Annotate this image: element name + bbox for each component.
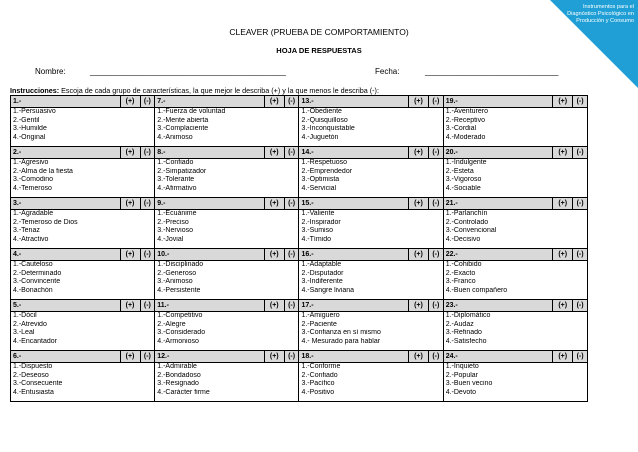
group-items bbox=[11, 363, 155, 402]
trait-item: 2.-Atrevido bbox=[13, 320, 47, 328]
plus-choice-cell[interactable]: (+) bbox=[408, 198, 428, 210]
plus-choice-cell[interactable]: (+) bbox=[553, 96, 573, 108]
trait-item: 4.-Buen compañero bbox=[445, 286, 508, 294]
group-items bbox=[443, 108, 587, 147]
trait-item: 1.-Disciplinado bbox=[157, 261, 204, 268]
minus-choice-cell[interactable]: (-) bbox=[140, 147, 155, 159]
trait-item: 1.-Parlanchín bbox=[445, 210, 488, 217]
group-number: 12.- bbox=[155, 351, 265, 363]
page-title: CLEAVER (PRUEBA DE COMPORTAMIENTO) bbox=[229, 27, 409, 37]
group-header-row bbox=[11, 147, 588, 159]
answer-grid bbox=[10, 95, 588, 402]
plus-choice-cell[interactable]: (+) bbox=[120, 96, 140, 108]
trait-item: 2.-Emprendedor bbox=[301, 167, 353, 175]
trait-item: 2.-Mente abierta bbox=[157, 116, 209, 124]
plus-choice-cell[interactable]: (+) bbox=[264, 351, 284, 363]
trait-item: 2.-Disputador bbox=[301, 269, 344, 277]
trait-item: 1.-Respetuoso bbox=[301, 159, 347, 166]
minus-choice-cell[interactable]: (-) bbox=[428, 147, 443, 159]
trait-item: 1.-Cauteloso bbox=[13, 261, 53, 268]
minus-choice-cell[interactable]: (-) bbox=[573, 96, 588, 108]
trait-item: 4.-Sociable bbox=[445, 184, 481, 192]
group-items bbox=[155, 363, 299, 402]
trait-item: 2.-Confiado bbox=[301, 371, 338, 379]
trait-item: 4.-Moderado bbox=[445, 133, 486, 141]
plus-choice-cell[interactable]: (+) bbox=[264, 147, 284, 159]
trait-item: 1.-Diplomático bbox=[445, 312, 491, 319]
group-items bbox=[11, 312, 155, 351]
trait-item: 1.-Dispuesto bbox=[13, 363, 53, 370]
trait-item: 3.-Considerado bbox=[157, 329, 206, 336]
trait-item: 2.-Alma de la fiesta bbox=[13, 167, 73, 175]
trait-item: 3.-Buen vecino bbox=[445, 380, 493, 387]
fecha-label: Fecha: bbox=[375, 67, 400, 76]
minus-choice-cell[interactable]: (-) bbox=[428, 351, 443, 363]
minus-choice-cell[interactable]: (-) bbox=[140, 351, 155, 363]
trait-item: 4.-Entusiasta bbox=[13, 388, 54, 396]
trait-item: 1.-Amiguero bbox=[301, 312, 340, 319]
trait-item: 2.-Popular bbox=[445, 371, 478, 379]
trait-item: 4.-Servicial bbox=[301, 184, 337, 192]
minus-choice-cell[interactable]: (-) bbox=[428, 96, 443, 108]
group-items-row bbox=[11, 312, 588, 351]
minus-choice-cell[interactable]: (-) bbox=[573, 351, 588, 363]
group-items bbox=[443, 210, 587, 249]
trait-item: 4.-Sangre liviana bbox=[301, 286, 354, 294]
trait-item: 4.-Jovial bbox=[157, 235, 184, 243]
trait-item: 3.-Franco bbox=[445, 278, 476, 285]
group-number: 19.- bbox=[443, 96, 553, 108]
plus-choice-cell[interactable]: (+) bbox=[264, 249, 284, 261]
group-items bbox=[155, 312, 299, 351]
trait-item: 3.-Comodino bbox=[13, 176, 54, 183]
group-number: 17.- bbox=[299, 300, 409, 312]
group-number: 18.- bbox=[299, 351, 409, 363]
group-number: 14.- bbox=[299, 147, 409, 159]
trait-item: 2.-Gentil bbox=[13, 116, 40, 124]
trait-item: 4.-Tímido bbox=[301, 235, 332, 243]
trait-item: 1.-Indulgente bbox=[445, 159, 487, 166]
trait-item: 1.-Fuerza de voluntad bbox=[157, 108, 226, 115]
nombre-field[interactable]: ____________________________________________ bbox=[90, 67, 286, 76]
minus-choice-cell[interactable]: (-) bbox=[573, 249, 588, 261]
group-number: 3.- bbox=[11, 198, 121, 210]
group-items bbox=[11, 108, 155, 147]
trait-item: 2.-Paciente bbox=[301, 320, 337, 328]
trait-item: 2.-Exacto bbox=[445, 269, 476, 277]
trait-item: 1.-Obediente bbox=[301, 108, 342, 115]
minus-choice-cell[interactable]: (-) bbox=[284, 351, 299, 363]
plus-choice-cell[interactable]: (+) bbox=[408, 147, 428, 159]
trait-item: 3.-Inconquistable bbox=[301, 125, 355, 132]
minus-choice-cell[interactable]: (-) bbox=[284, 96, 299, 108]
group-number: 8.- bbox=[155, 147, 265, 159]
trait-item: 4.-Devoto bbox=[445, 388, 477, 396]
trait-item: 3.-Indiferente bbox=[301, 278, 343, 285]
trait-item: 3.-Pacífico bbox=[301, 380, 335, 387]
trait-item: 1.-Inquieto bbox=[445, 363, 479, 370]
group-header-row bbox=[11, 96, 588, 108]
group-items bbox=[299, 312, 443, 351]
fecha-field[interactable]: ______________________________ bbox=[425, 67, 559, 76]
trait-item: 2.-Determinado bbox=[13, 269, 62, 277]
plus-choice-cell[interactable]: (+) bbox=[120, 249, 140, 261]
plus-choice-cell[interactable]: (+) bbox=[120, 351, 140, 363]
trait-item: 3.-Confianza en sí mismo bbox=[301, 329, 381, 336]
group-items-row bbox=[11, 108, 588, 147]
group-number: 13.- bbox=[299, 96, 409, 108]
trait-item: 2.-Simpatizador bbox=[157, 167, 207, 175]
trait-item: 4.-Juguetón bbox=[301, 133, 339, 141]
group-items bbox=[155, 210, 299, 249]
group-items-row bbox=[11, 210, 588, 249]
group-items bbox=[155, 159, 299, 198]
trait-item: 3.-Refinado bbox=[445, 329, 482, 336]
group-number: 10.- bbox=[155, 249, 265, 261]
group-number: 11.- bbox=[155, 300, 265, 312]
plus-choice-cell[interactable]: (+) bbox=[264, 198, 284, 210]
group-items bbox=[443, 159, 587, 198]
trait-item: 4.-Bonachón bbox=[13, 286, 53, 294]
trait-item: 3.-Nervioso bbox=[157, 227, 194, 234]
instructions bbox=[10, 86, 379, 95]
trait-item: 1.-Ecuánime bbox=[157, 210, 197, 217]
group-number: 21.- bbox=[443, 198, 553, 210]
trait-item: 1.-Cohibido bbox=[445, 261, 482, 268]
trait-item: 1.-Confiado bbox=[157, 159, 194, 166]
plus-choice-cell[interactable]: (+) bbox=[264, 300, 284, 312]
group-number: 24.- bbox=[443, 351, 553, 363]
trait-item: 2.-Inspirador bbox=[301, 218, 341, 226]
group-items-row bbox=[11, 159, 588, 198]
trait-item: 2.-Audaz bbox=[445, 320, 474, 328]
trait-item: 3.-Animoso bbox=[157, 278, 193, 285]
minus-choice-cell[interactable]: (-) bbox=[573, 300, 588, 312]
minus-choice-cell[interactable]: (-) bbox=[140, 249, 155, 261]
plus-choice-cell[interactable]: (+) bbox=[408, 351, 428, 363]
trait-item: 1.-Dócil bbox=[13, 312, 37, 319]
group-number: 4.- bbox=[11, 249, 121, 261]
trait-item: 1.-Valiente bbox=[301, 210, 335, 217]
group-items-row bbox=[11, 261, 588, 300]
group-number: 9.- bbox=[155, 198, 265, 210]
minus-choice-cell[interactable]: (-) bbox=[284, 147, 299, 159]
plus-choice-cell[interactable]: (+) bbox=[553, 147, 573, 159]
trait-item: 3.-Optimista bbox=[301, 176, 340, 183]
trait-item: 1.-Competitivo bbox=[157, 312, 203, 319]
minus-choice-cell[interactable]: (-) bbox=[284, 198, 299, 210]
group-items bbox=[11, 261, 155, 300]
plus-choice-cell[interactable]: (+) bbox=[408, 300, 428, 312]
group-items bbox=[443, 363, 587, 402]
group-items bbox=[155, 261, 299, 300]
minus-choice-cell[interactable]: (-) bbox=[428, 300, 443, 312]
group-items bbox=[299, 108, 443, 147]
group-number: 7.- bbox=[155, 96, 265, 108]
trait-item: 4.-Animoso bbox=[157, 133, 193, 141]
trait-item: 4.-Carácter firme bbox=[157, 388, 210, 396]
trait-item: 4.-Armonioso bbox=[157, 337, 199, 345]
trait-item: 3.-Resignado bbox=[157, 380, 199, 387]
group-items bbox=[155, 108, 299, 147]
trait-item: 3.-Leal bbox=[13, 329, 35, 336]
plus-choice-cell[interactable]: (+) bbox=[120, 198, 140, 210]
trait-item: 1.-Aventurero bbox=[445, 108, 488, 115]
group-items bbox=[299, 159, 443, 198]
trait-item: 3.-Complaciente bbox=[157, 125, 209, 132]
instructions-text: Escoja de cada grupo de características, la que mejor le describa (+) y la que menos le describa (-): bbox=[59, 86, 379, 95]
group-number: 23.- bbox=[443, 300, 553, 312]
trait-item: 2.-Receptivo bbox=[445, 116, 485, 124]
plus-choice-cell[interactable]: (+) bbox=[120, 300, 140, 312]
trait-item: 4.-Original bbox=[13, 133, 46, 141]
trait-item: 1.-Agradable bbox=[13, 210, 54, 217]
trait-item: 4.-Atractivo bbox=[13, 235, 49, 243]
trait-item: 2.-Controlado bbox=[445, 218, 489, 226]
trait-item: 4.-Persistente bbox=[157, 286, 201, 294]
plus-choice-cell[interactable]: (+) bbox=[553, 249, 573, 261]
trait-item: 1.-Persuasivo bbox=[13, 108, 56, 115]
minus-choice-cell[interactable]: (-) bbox=[284, 249, 299, 261]
group-number: 6.- bbox=[11, 351, 121, 363]
group-number: 16.- bbox=[299, 249, 409, 261]
trait-item: 1.-Conforme bbox=[301, 363, 341, 370]
group-header-row bbox=[11, 300, 588, 312]
group-items bbox=[299, 363, 443, 402]
trait-item: 4.-Satisfecho bbox=[445, 337, 487, 345]
minus-choice-cell[interactable]: (-) bbox=[573, 198, 588, 210]
group-header-row bbox=[11, 198, 588, 210]
corner-banner-text: Instrumentos para el Diagnóstico Psicológico en Producción y Consumo bbox=[567, 4, 634, 24]
trait-item: 4.- Mesurado para hablar bbox=[301, 337, 381, 345]
group-number: 20.- bbox=[443, 147, 553, 159]
group-number: 22.- bbox=[443, 249, 553, 261]
plus-choice-cell[interactable]: (+) bbox=[264, 96, 284, 108]
group-number: 5.- bbox=[11, 300, 121, 312]
group-items bbox=[11, 159, 155, 198]
trait-item: 4.-Decisivo bbox=[445, 235, 481, 243]
trait-item: 3.-Consecuente bbox=[13, 380, 63, 387]
trait-item: 3.-Sumiso bbox=[301, 227, 333, 234]
group-items bbox=[299, 261, 443, 300]
minus-choice-cell[interactable]: (-) bbox=[140, 300, 155, 312]
trait-item: 2.-Alegre bbox=[157, 320, 186, 328]
trait-item: 4.-Afirmativo bbox=[157, 184, 197, 192]
trait-item: 1.-Admirable bbox=[157, 363, 197, 370]
trait-item: 2.-Deseoso bbox=[13, 371, 49, 379]
group-number: 15.- bbox=[299, 198, 409, 210]
plus-choice-cell[interactable]: (+) bbox=[120, 147, 140, 159]
instructions-label: Instrucciones: bbox=[10, 86, 60, 95]
group-number: 1.- bbox=[11, 96, 121, 108]
trait-item: 2.-Temeroso de Dios bbox=[13, 218, 78, 226]
trait-item: 2.-Esteta bbox=[445, 167, 474, 175]
trait-item: 3.-Tenaz bbox=[13, 227, 40, 234]
minus-choice-cell[interactable]: (-) bbox=[140, 96, 155, 108]
plus-choice-cell[interactable]: (+) bbox=[553, 198, 573, 210]
trait-item: 4.-Temeroso bbox=[13, 184, 52, 192]
plus-choice-cell[interactable]: (+) bbox=[553, 351, 573, 363]
minus-choice-cell[interactable]: (-) bbox=[573, 147, 588, 159]
trait-item: 3.-Humilde bbox=[13, 125, 47, 132]
trait-item: 4.-Positivo bbox=[301, 388, 335, 396]
trait-item: 1.-Agresivo bbox=[13, 159, 49, 166]
trait-item: 3.-Tolerante bbox=[157, 176, 195, 183]
minus-choice-cell[interactable]: (-) bbox=[140, 198, 155, 210]
trait-item: 2.-Bondadoso bbox=[157, 371, 201, 379]
trait-item: 3.-Convincente bbox=[13, 278, 61, 285]
trait-item: 2.-Quisquilloso bbox=[301, 116, 348, 124]
page-subtitle: HOJA DE RESPUESTAS bbox=[276, 46, 362, 55]
nombre-label: Nombre: bbox=[35, 67, 66, 76]
trait-item: 2.-Generoso bbox=[157, 269, 197, 277]
plus-choice-cell[interactable]: (+) bbox=[408, 96, 428, 108]
trait-item: 4.-Encantador bbox=[13, 337, 57, 345]
group-items-row bbox=[11, 363, 588, 402]
minus-choice-cell[interactable]: (-) bbox=[428, 198, 443, 210]
plus-choice-cell[interactable]: (+) bbox=[408, 249, 428, 261]
trait-item: 3.-Convencional bbox=[445, 227, 497, 234]
group-header-row bbox=[11, 351, 588, 363]
trait-item: 2.-Preciso bbox=[157, 218, 189, 226]
group-items bbox=[299, 210, 443, 249]
group-header-row bbox=[11, 249, 588, 261]
plus-choice-cell[interactable]: (+) bbox=[553, 300, 573, 312]
trait-item: 3.-Cordial bbox=[445, 125, 477, 132]
group-items bbox=[11, 210, 155, 249]
trait-item: 1.-Adaptable bbox=[301, 261, 342, 268]
minus-choice-cell[interactable]: (-) bbox=[284, 300, 299, 312]
group-items bbox=[443, 312, 587, 351]
minus-choice-cell[interactable]: (-) bbox=[428, 249, 443, 261]
group-number: 2.- bbox=[11, 147, 121, 159]
group-items bbox=[443, 261, 587, 300]
trait-item: 3.-Vigoroso bbox=[445, 176, 482, 183]
